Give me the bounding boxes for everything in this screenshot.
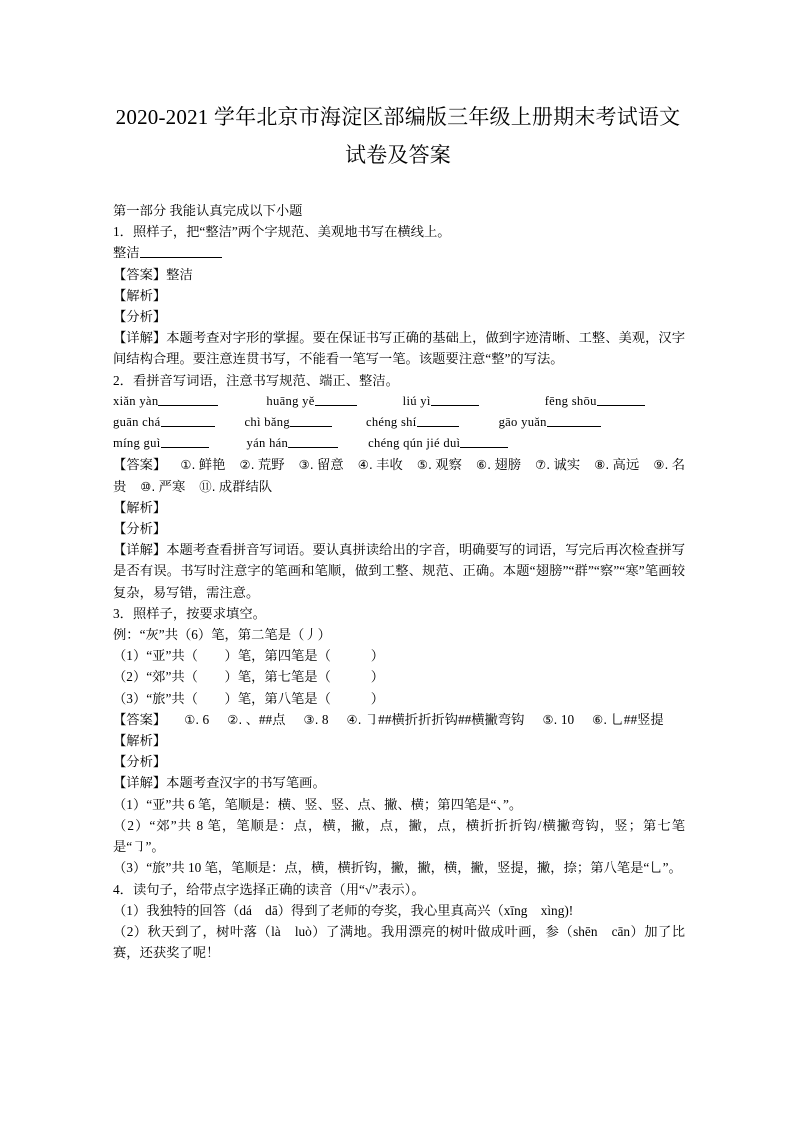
pinyin-write-blank[interactable] [431,393,479,406]
pinyin-text: huāng yě [266,393,315,408]
answer-number: ⑤. [416,457,432,473]
pinyin-text: chì bǎng [244,415,290,430]
pinyin-write-blank[interactable] [158,393,218,406]
q1-detail: 【详解】本题考查对字形的掌握。要在保证书写正确的基础上，做到字迹清晰、工整、美观，汉字间结构合理。要注意连贯书写，不能看一笔写一笔。该题要注意“整”的写法。 [113,330,685,367]
pinyin-text: yán hán [246,436,289,451]
q3-analysis-label: 【解析】 [113,733,167,749]
answer-number: ⑤. [542,711,558,727]
answer-value: 荒野 [254,457,285,473]
q1-analysis-label: 【解析】 [113,287,167,303]
q2-stem: 2．看拼音写词语，注意书写规范、端正、整洁。 [113,372,399,388]
pinyin-write-blank[interactable] [547,414,601,427]
answer-value: 鲜艳 [195,457,226,473]
answer-label: 【答案】 [113,457,167,473]
answer-value: ㇆##横折折折钩##横撇弯钩 [361,711,525,727]
q3-item: （2）“郊”共（ ）笔，第七笔是（ ） [113,669,385,685]
answer-value: 诚实 [550,457,581,473]
q1-analysis-sub-label: 【分析】 [113,309,167,325]
pinyin-write-blank[interactable] [315,393,357,406]
pinyin-row [113,433,685,454]
answer-label: 【答案】 [113,711,167,727]
answer-value: 名贵 [113,457,686,494]
q3-detail-intro: 【详解】本题考查汉字的书写笔画。 [113,775,326,791]
pinyin-text: gāo yuǎn [498,415,547,430]
pinyin-text: chéng qún jié duì [368,436,461,451]
answer-value: 留意 [313,457,344,473]
q3-item: （3）“旅”共（ ）笔，第八笔是（ ） [113,690,385,706]
q3-example: 例：“灰”共（6）笔，第二笔是（丿） [113,627,331,643]
q3-items [113,645,685,709]
answer-value: 6 [199,711,210,727]
q2-analysis-label: 【解析】 [113,499,167,515]
answer-value: 观察 [431,457,462,473]
pinyin-write-blank[interactable] [161,435,209,448]
q4-item: （1）我独特的回答（dá dā）得到了老师的夸奖，我心里真高兴（xīng xìng)! [113,902,574,918]
pinyin-write-blank[interactable] [161,414,215,427]
answer-number: ⑦. [535,457,551,473]
answer-number: ⑥. [592,711,608,727]
pinyin-text: guān chá [113,415,161,430]
q2-detail: 【详解】本题考查看拼音写词语。要认真拼读给出的字音，明确要写的词语，写完后再次检查拼写是否有误。书写时注意字的笔画和笔顺，做到工整、规范、正确。本题“翅膀”“群”“察”“寒”笔画较复杂，易写错，需注意。 [113,542,685,600]
pinyin-text: míng guì [113,436,161,451]
pinyin-text: liú yì [402,393,431,408]
answer-number: ⑪. [199,478,216,494]
answer-value: 丰收 [372,457,403,473]
answer-value: 高远 [609,457,640,473]
pinyin-write-blank[interactable] [290,414,332,427]
q4-items [113,900,685,964]
answer-number: ③. [298,457,314,473]
answer-number: ⑩. [140,478,156,494]
q3-detail-item: （2）“郊”共 8 笔，笔顺是：点，横，撇，点，撇，点，横折折折钩/横撇弯钩，竖；第七笔是“㇆”。 [113,817,685,855]
pinyin-text: fēng shōu [544,393,597,408]
answer-value: 严寒 [155,478,186,494]
q1-answer: 【答案】整洁 [113,266,193,282]
answer-number: ②. [239,457,255,473]
q2-pinyin-rows [113,391,685,455]
q3-detail-item: （3）“旅”共 10 笔，笔顺是：点，横，横折钩，撇，撇，横，撇，竖提，撇，捺；第八笔是“乚”。 [113,860,682,876]
q1-stem: 1．照样子，把“整洁”两个字规范、美观地书写在横线上。 [113,224,451,240]
answer-number: ①. [184,711,200,727]
document-body [113,200,685,963]
q3-detail-item: （1）“亚”共 6 笔，笔顺是：横、竖、竖、点、撇、横；第四笔是“、”。 [113,796,523,812]
answer-number: ①. [180,457,196,473]
q1-write-label: 整洁 [113,245,140,261]
q3-detail-items [113,794,685,879]
q4-stem: 4．读句子，给带点字选择正确的读音（用“√”表示）。 [113,881,425,897]
answer-value: 翅膀 [491,457,522,473]
answer-number: ③. [303,711,319,727]
pinyin-write-blank[interactable] [460,435,508,448]
q1-write-line [113,242,685,263]
q4-item: （2）秋天到了，树叶落（là luò）了满地。我用漂亮的树叶做成叶画，参（shēn cān）加了比赛，还获奖了呢！ [113,923,685,961]
answer-value: 、##点 [242,711,286,727]
answer-value: 成群结队 [215,478,273,494]
q3-item: （1）“亚”共（ ）笔，第四笔是（ ） [113,648,385,664]
answer-number: ④. [357,457,373,473]
q3-answer-row [113,709,685,730]
pinyin-write-blank[interactable] [288,435,338,448]
answer-number: ⑧. [594,457,610,473]
answer-number: ⑥. [475,457,492,473]
page-title: 2020-2021 学年北京市海淀区部编版三年级上册期末考试语文试卷及答案 [115,105,681,167]
q1-blank [140,245,222,259]
q3-analysis-sub-label: 【分析】 [113,754,167,770]
q2-answer-row [113,454,685,496]
pinyin-write-blank[interactable] [597,393,645,406]
q2-analysis-sub-label: 【分析】 [113,521,167,537]
answer-value: 乚##竖提 [607,711,664,727]
section-heading: 第一部分 我能认真完成以下小题 [113,203,303,218]
q3-stem: 3．照样子，按要求填空。 [113,605,266,621]
pinyin-row [113,391,685,412]
pinyin-write-blank[interactable] [417,414,459,427]
answer-number: ④. [346,711,362,727]
answer-number: ⑨. [653,457,669,473]
pinyin-text: xiǎn yàn [113,393,159,408]
pinyin-row [113,412,685,433]
answer-number: ②. [227,711,243,727]
answer-value: 8 [318,711,329,727]
answer-value: 10 [557,711,575,727]
pinyin-text: chéng shí [365,415,417,430]
